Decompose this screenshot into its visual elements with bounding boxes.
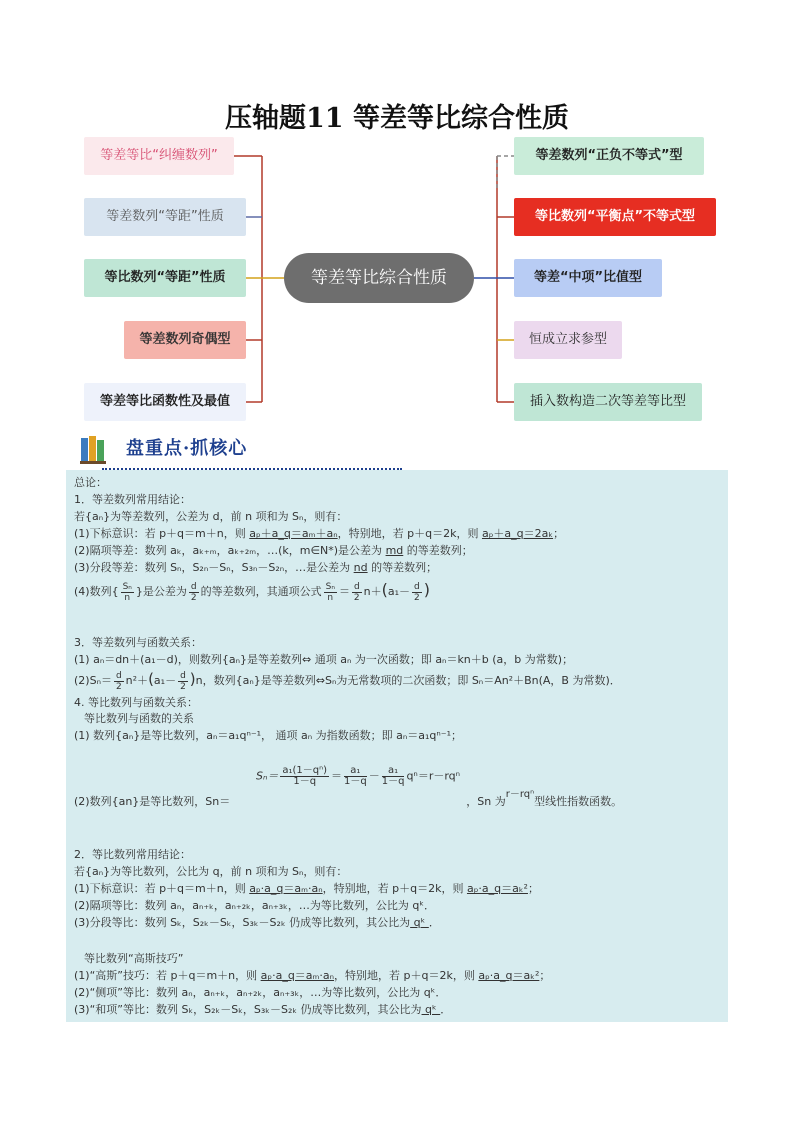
note-text: (2)隔项等差：数列 aₖ，aₖ₊ₘ，aₖ₊₂ₘ，…(k，m∈N*)是公差为: [74, 544, 386, 557]
note-line: [74, 542, 473, 558]
note-line: [74, 559, 437, 575]
fraction: $\frac{d}{2}$: [353, 581, 360, 603]
note-line: 总论：: [74, 476, 107, 489]
note-text: ，Sn 为: [466, 795, 506, 808]
note-text: (1)下标意识：若 p＋q＝m＋n，则: [74, 882, 250, 895]
note-text: (4)数列{: [74, 585, 119, 598]
mindmap-center-node: 等差等比综合性质: [284, 253, 474, 303]
section-badge-label: 盘重点·抓核心: [126, 438, 248, 459]
note-text: (3)“和项”等比：数列 Sₖ，S₂ₖ－Sₖ，S₃ₖ－S₂ₖ 仍成等比数列，其公比为: [74, 1003, 422, 1016]
note-formula: nd: [353, 561, 368, 574]
mindmap-node-left-5: 等差等比函数性及最值: [84, 383, 246, 421]
note-text: (3)分段等比：数列 Sₖ，S₂ₖ－Sₖ，S₃ₖ－S₂ₖ 仍成等比数列，其公比为: [74, 916, 411, 929]
mindmap-node-right-3: 等差“中项”比值型: [514, 259, 662, 297]
note-line: (2)Sₙ＝ $\frac{d}{2}$ n²＋(a₁－ $\frac{d}{2}$ )n，数列{aₙ}是等差数列⇔Sₙ为无常数项的二次函数；即 Sₙ＝An²＋Bn(A，B 为常数)．: [74, 670, 621, 692]
mindmap-node-right-4: 恒成立求参型: [514, 321, 622, 359]
fraction: $\frac{d}{2}$: [180, 670, 186, 692]
note-formula: md: [385, 544, 404, 557]
note-heading: 3．等差数列与函数关系：: [74, 636, 202, 649]
notes-panel: [66, 470, 728, 1022]
note-line: 等比数列与函数的关系: [84, 712, 194, 725]
note-formula: aₚ·a_q＝aₖ²: [466, 882, 528, 895]
note-formula: aₚ＋a_q＝aₘ＋aₙ: [249, 527, 338, 540]
note-text: 的等差数列；: [403, 544, 473, 557]
page-title: 压轴题11 等差等比综合性质: [225, 103, 569, 134]
note-line: [74, 914, 440, 930]
note-text: ，特别地，若 p＋q＝2k，则: [322, 882, 467, 895]
note-text: n²＋: [125, 674, 149, 687]
note-line: (4)数列{ $\frac{\text{Sₙ}}{n}$ }是公差为 $\frac{d}{2}$ 的等差数列，其通项公式 $\frac{\text{Sₙ}}{n}$ ＝ $\frac{d}{2}$ n＋(a₁－ $\frac{d}{2}$ ): [74, 580, 431, 603]
note-heading: 2．等比数列常用结论：: [74, 848, 191, 861]
mindmap-node-right-1: 等差数列“正负不等式”型: [514, 137, 704, 175]
fraction: $\frac{d}{2}$: [190, 581, 197, 603]
note-text: ＝: [338, 585, 350, 598]
note-text: (3)分段等差：数列 Sₙ，S₂ₙ－Sₙ，S₃ₙ－S₂ₙ，…是公差为: [74, 561, 354, 574]
note-text: (2)Sₙ＝: [74, 674, 112, 687]
note-text: a₁: [153, 674, 166, 687]
note-text: a₁: [387, 585, 400, 598]
note-text: 的等差数列；: [367, 561, 438, 574]
note-line: (1) aₙ＝dn＋(a₁－d)，则数列{aₙ}是等差数列⇔ 通项 aₙ 为一次函数；即 aₙ＝kn＋b (a，b 为常数)；: [74, 653, 574, 666]
mindmap-node-left-3: 等比数列“等距”性质: [84, 259, 246, 297]
mindmap-node-left-1: 等差等比“纠缠数列”: [84, 137, 234, 175]
note-text: }是公差为: [135, 585, 187, 598]
note-text: (1)下标意识：若 p＋q＝m＋n，则: [74, 527, 250, 540]
note-formula: r－rqⁿ: [505, 789, 535, 800]
mindmap-node-right-2: 等比数列“平衡点”不等式型: [514, 198, 716, 236]
note-text: ，特别地，若 p＋q＝2k，则: [334, 969, 479, 982]
fraction: $\frac{\text{Sₙ}}{n}$: [325, 581, 335, 603]
fraction: $\frac{d}{2}$: [414, 581, 420, 603]
note-line: [74, 967, 550, 983]
note-line: (2)隔项等比：数列 aₙ，aₙ₊ₖ，aₙ₊₂ₖ，aₙ₊₃ₖ，…为等比数列，公比为 qᵏ．: [74, 899, 436, 912]
note-text: 型线性指数函数。: [534, 795, 623, 808]
fraction: $\frac{d}{2}$: [115, 670, 122, 692]
note-line: [74, 525, 564, 541]
note-line: (1) 数列{aₙ}是等比数列，aₙ＝a₁qⁿ⁻¹， 通项 aₙ 为指数函数；即 aₙ＝a₁qⁿ⁻¹；: [74, 729, 463, 742]
note-formula: aₚ·a_q＝aₘ·aₙ: [249, 882, 323, 895]
note-formula: aₚ＋a_q＝2aₖ: [481, 527, 554, 540]
note-text: ；: [527, 882, 539, 895]
note-text: ，特别地，若 p＋q＝2k，则: [337, 527, 482, 540]
note-line: [74, 880, 539, 896]
note-text: 的等差数列，其通项公式: [200, 585, 322, 598]
note-line: (2)“侧项”等比：数列 aₙ，aₙ₊ₖ，aₙ₊₂ₖ，aₙ₊₃ₖ，…为等比数列，公比为 qᵏ．: [74, 986, 447, 999]
mindmap-node-left-2: 等差数列“等距”性质: [84, 198, 246, 236]
note-text: n＋: [363, 585, 382, 598]
note-formula: aₚ·a_q＝aₘ·aₙ: [260, 969, 335, 982]
note-text: (2)数列{an}是等比数列，Sn＝: [74, 795, 231, 808]
note-line: 若{aₙ}为等差数列，公差为 d，前 n 项和为 Sₙ，则有：: [74, 510, 348, 523]
geometric-sum-formula: Sₙ＝ $\frac{\text{a₁(1－qⁿ)}}{1-q}$ ＝ $\frac{\text{a₁}}{1-q}$ － $\frac{\text{a₁}}{1-q}$ qⁿ＝r－rqⁿ: [256, 765, 461, 787]
note-heading: 等比数列“高斯技巧”: [84, 952, 184, 965]
note-text: (1)“高斯”技巧：若 p＋q＝m＋n，则: [74, 969, 261, 982]
note-formula: qᵏ: [410, 916, 429, 929]
note-heading: 1．等差数列常用结论：: [74, 493, 191, 506]
note-line: [74, 789, 623, 809]
note-text: ；: [539, 969, 551, 982]
note-text: ；: [553, 527, 565, 540]
note-text: ．: [428, 916, 440, 929]
mindmap-node-left-4: 等差数列奇偶型: [124, 321, 246, 359]
section-badge: [80, 430, 320, 470]
note-line: [74, 1001, 451, 1017]
note-formula: aₚ·a_q＝aₖ²: [478, 969, 540, 982]
fraction: $\frac{\text{Sₙ}}{n}$: [122, 581, 132, 603]
note-formula: qᵏ: [421, 1003, 441, 1016]
mindmap-node-right-5: 插入数构造二次等差等比型: [514, 383, 702, 421]
note-text: ．: [440, 1003, 452, 1016]
note-text: n，数列{aₙ}是等差数列⇔Sₙ为无常数项的二次函数；即 Sₙ＝An²＋Bn(A，B 为常数)．: [195, 674, 621, 687]
books-icon: [80, 434, 106, 464]
note-heading: 4. 等比数列与函数关系：: [74, 696, 198, 709]
note-line: 若{aₙ}为等比数列，公比为 q，前 n 项和为 Sₙ，则有：: [74, 865, 348, 878]
